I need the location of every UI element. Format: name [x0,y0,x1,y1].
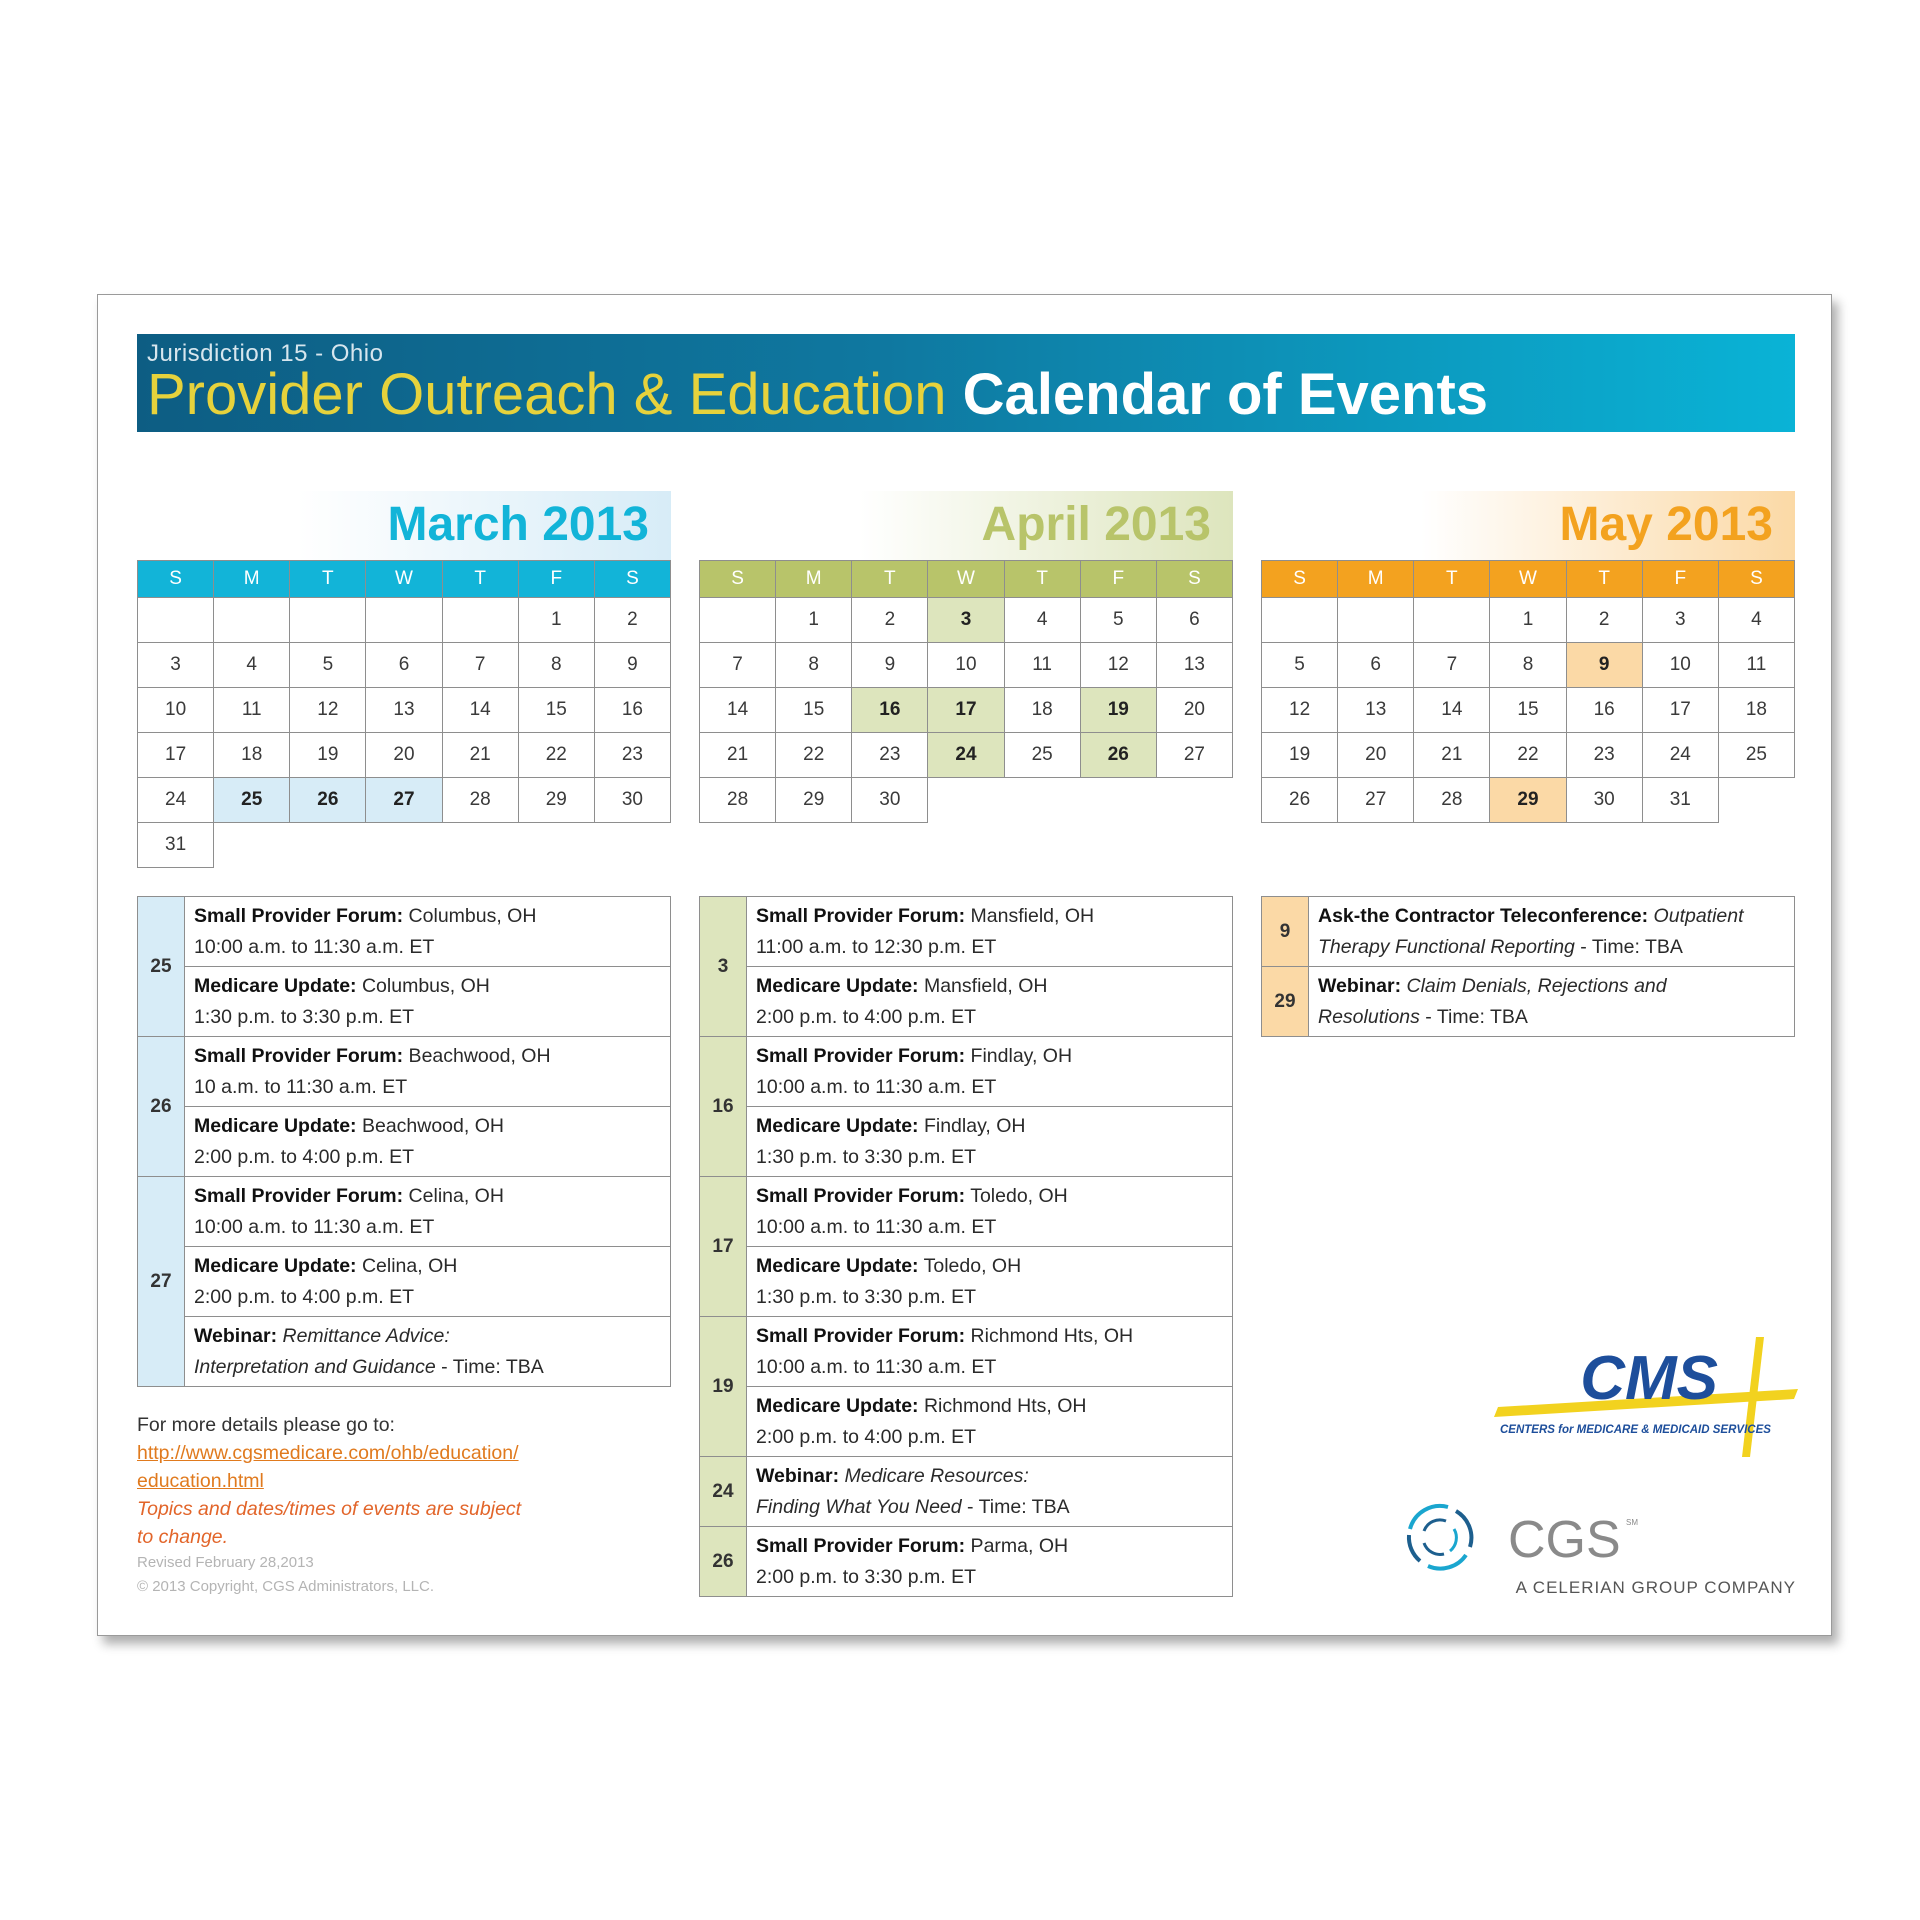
blank-day-cell [214,598,290,643]
event-detail: 1:30 p.m. to 3:30 p.m. ET [756,1146,977,1168]
day-cell: 14 [1414,688,1490,733]
event-detail: 10:00 a.m. to 11:30 a.m. ET [756,1076,997,1098]
day-cell: 16 [1566,688,1642,733]
week-row [1262,598,1795,643]
url-line-1: http://www.cgsmedicare.com/ohb/education/ [137,1442,519,1464]
month-title: April 2013 [699,491,1233,560]
event-description [747,1177,1233,1247]
week-row [138,733,671,778]
event-detail: 1:30 p.m. to 3:30 p.m. ET [194,1006,415,1028]
event-description [1309,897,1795,967]
cgs-logo [1398,1495,1798,1605]
schedule-day: 16 [700,1037,747,1177]
day-cell: 7 [700,643,776,688]
day-cell: 22 [1490,733,1566,778]
event-description [747,1107,1233,1177]
blank-day-cell [700,598,776,643]
day-cell: 14 [700,688,776,733]
schedule-may [1261,896,1795,1037]
event-type: Medicare Update: [756,1115,919,1137]
day-cell: 9 [594,643,670,688]
event-type: Medicare Update: [756,1395,919,1417]
week-row [700,688,1233,733]
day-cell: 1 [776,598,852,643]
cgs-service-mark: SM [1626,1518,1638,1527]
event-topic: Medicare Resources: [839,1465,1029,1487]
event-day-cell: 26 [290,778,366,823]
day-cell: 20 [366,733,442,778]
week-row [138,643,671,688]
schedule-row [138,1037,671,1107]
footer-notes [137,1411,607,1599]
event-detail: 2:00 p.m. to 4:00 p.m. ET [194,1146,415,1168]
day-cell: 11 [214,688,290,733]
event-type: Medicare Update: [756,975,919,997]
event-detail: Celina, OH [403,1185,504,1207]
day-cell: 21 [700,733,776,778]
day-cell: 24 [138,778,214,823]
week-row [700,733,1233,778]
weekday-header: W [928,561,1004,598]
schedule-row [700,1317,1233,1387]
event-type: Small Provider Forum: [756,1185,966,1207]
event-detail: 10:00 a.m. to 11:30 a.m. ET [194,936,435,958]
event-description [185,1247,671,1317]
cms-tagline: CENTERS for MEDICARE & MEDICAID SERVICES [1500,1424,1771,1436]
event-detail: 2:00 p.m. to 4:00 p.m. ET [194,1286,415,1308]
day-cell: 8 [776,643,852,688]
day-cell: 11 [1718,643,1794,688]
event-detail: Richmond Hts, OH [918,1395,1087,1417]
day-cell: 1 [1490,598,1566,643]
day-cell: 17 [138,733,214,778]
month-grid [699,560,1233,823]
day-cell: 20 [1156,688,1232,733]
schedule-row [700,1247,1233,1317]
event-detail: Mansfield, OH [918,975,1048,997]
schedule-row [138,1107,671,1177]
event-type: Webinar: [756,1465,840,1487]
day-cell: 6 [1156,598,1232,643]
day-cell: 13 [366,688,442,733]
schedule-row [138,967,671,1037]
day-cell: 7 [1414,643,1490,688]
weekday-header: T [852,561,928,598]
cgs-swirl-icon [1409,1506,1471,1569]
education-link[interactable] [137,1439,607,1495]
weekday-header: W [1490,561,1566,598]
schedule-row [700,967,1233,1037]
event-topic: Claim Denials, Rejections and [1401,975,1667,997]
schedule-row [700,1387,1233,1457]
month-title: May 2013 [1261,491,1795,560]
week-row [1262,688,1795,733]
event-detail: 2:00 p.m. to 4:00 p.m. ET [756,1006,977,1028]
day-cell: 21 [1414,733,1490,778]
day-cell: 22 [518,733,594,778]
page-title [147,362,1489,427]
event-description [747,1037,1233,1107]
day-cell: 31 [1642,778,1718,823]
event-detail: Toledo, OH [965,1185,1068,1207]
event-day-cell: 25 [214,778,290,823]
day-cell: 15 [1490,688,1566,733]
event-detail: Findlay, OH [965,1045,1073,1067]
week-row [1262,778,1795,823]
event-description [747,1527,1233,1597]
day-cell: 14 [442,688,518,733]
cms-wordmark: CMS [1580,1344,1718,1413]
weekday-header: S [594,561,670,598]
schedule-day: 17 [700,1177,747,1317]
schedule-day: 19 [700,1317,747,1457]
event-type: Ask-the Contractor Teleconference: [1318,905,1649,927]
event-topic: Remittance Advice: [277,1325,450,1347]
event-type: Small Provider Forum: [756,1325,966,1347]
event-topic: Interpretation and Guidance [194,1356,436,1378]
weekday-header: S [700,561,776,598]
title-calendar-of-events: Calendar of Events [962,362,1489,427]
day-cell: 19 [1262,733,1338,778]
day-cell: 23 [594,733,670,778]
week-row [138,598,671,643]
calendar-sheet [97,294,1832,1636]
event-detail: 10:00 a.m. to 11:30 a.m. ET [194,1216,435,1238]
note-line-1: Topics and dates/times of events are subject [137,1498,522,1520]
schedule-row [138,1177,671,1247]
schedule-day: 27 [138,1177,185,1387]
event-detail: 10 a.m. to 11:30 a.m. ET [194,1076,408,1098]
weekday-header: M [1338,561,1414,598]
cgs-tagline: A CELERIAN GROUP COMPANY [1515,1578,1796,1597]
schedule-row [700,897,1233,967]
weekday-header: W [366,561,442,598]
header-banner [137,334,1795,432]
day-cell: 23 [852,733,928,778]
event-detail: 2:00 p.m. to 4:00 p.m. ET [756,1426,977,1448]
week-row [700,643,1233,688]
day-cell: 13 [1156,643,1232,688]
day-cell: 4 [1718,598,1794,643]
week-row [138,823,671,868]
weekday-header: S [138,561,214,598]
event-type: Small Provider Forum: [194,1045,404,1067]
cgs-wordmark: CGS [1508,1511,1621,1569]
event-type: Small Provider Forum: [756,905,966,927]
day-cell: 16 [594,688,670,733]
event-description [185,1317,671,1387]
event-detail: 11:00 a.m. to 12:30 p.m. ET [756,936,997,958]
day-cell: 6 [366,643,442,688]
day-cell: 30 [1566,778,1642,823]
blank-day-cell [442,598,518,643]
event-type: Medicare Update: [194,975,357,997]
weekday-header: M [214,561,290,598]
schedule-row [138,1317,671,1387]
empty-cell [594,823,670,868]
event-detail: Columbus, OH [356,975,490,997]
details-label: For more details please go to: [137,1414,395,1436]
day-cell: 10 [928,643,1004,688]
event-description [747,1247,1233,1317]
title-provider-outreach: Provider Outreach & Education [147,362,947,427]
weekday-header: F [1080,561,1156,598]
event-detail: Celina, OH [356,1255,458,1277]
day-cell: 20 [1338,733,1414,778]
day-cell: 2 [594,598,670,643]
event-detail: - Time: TBA [961,1496,1070,1518]
day-cell: 18 [1718,688,1794,733]
empty-cell [1080,778,1156,823]
day-cell: 2 [1566,598,1642,643]
event-topic: Outpatient [1648,905,1744,927]
event-topic: Resolutions [1318,1006,1420,1028]
event-type: Webinar: [1318,975,1402,997]
schedule-day: 29 [1262,967,1309,1037]
cms-logo [1468,1337,1798,1457]
day-cell: 4 [214,643,290,688]
schedule-row [1262,967,1795,1037]
day-cell: 15 [518,688,594,733]
schedule-row [138,1247,671,1317]
event-day-cell: 26 [1080,733,1156,778]
event-detail: Mansfield, OH [965,905,1095,927]
month-grid [1261,560,1795,823]
day-cell: 6 [1338,643,1414,688]
empty-cell [1718,778,1794,823]
weekday-header: M [776,561,852,598]
weekday-header: F [518,561,594,598]
day-cell: 25 [1004,733,1080,778]
weekday-header: T [1004,561,1080,598]
change-notice [137,1495,607,1551]
day-cell: 13 [1338,688,1414,733]
day-cell: 11 [1004,643,1080,688]
empty-cell [442,823,518,868]
month-grid [137,560,671,868]
schedule-day: 3 [700,897,747,1037]
weekday-header: S [1262,561,1338,598]
day-cell: 25 [1718,733,1794,778]
schedule-row [138,897,671,967]
day-cell: 28 [442,778,518,823]
event-topic: Therapy Functional Reporting [1318,936,1575,958]
weekday-header: T [442,561,518,598]
event-type: Medicare Update: [756,1255,919,1277]
jurisdiction-label: Jurisdiction 15 - Ohio [147,340,384,367]
event-detail: Findlay, OH [918,1115,1026,1137]
event-day-cell: 9 [1566,643,1642,688]
day-cell: 18 [1004,688,1080,733]
weekday-header: T [1414,561,1490,598]
day-cell: 8 [518,643,594,688]
day-cell: 27 [1338,778,1414,823]
blank-day-cell [138,598,214,643]
event-day-cell: 17 [928,688,1004,733]
blank-day-cell [1262,598,1338,643]
schedule-row [700,1457,1233,1527]
day-cell: 27 [1156,733,1232,778]
blank-day-cell [366,598,442,643]
week-row [700,778,1233,823]
event-type: Small Provider Forum: [756,1535,966,1557]
day-cell: 24 [1642,733,1718,778]
revised-date: Revised February 28,2013 [137,1554,314,1571]
event-description [185,967,671,1037]
event-day-cell: 3 [928,598,1004,643]
event-detail: - Time: TBA [1419,1006,1528,1028]
empty-cell [214,823,290,868]
blank-day-cell [1338,598,1414,643]
schedule-row [700,1107,1233,1177]
event-description [747,967,1233,1037]
event-description [747,897,1233,967]
empty-cell [290,823,366,868]
event-description [747,1317,1233,1387]
day-cell: 22 [776,733,852,778]
day-cell: 5 [1080,598,1156,643]
event-type: Small Provider Forum: [194,1185,404,1207]
day-cell: 28 [700,778,776,823]
event-day-cell: 16 [852,688,928,733]
event-type: Webinar: [194,1325,278,1347]
day-cell: 12 [1262,688,1338,733]
day-cell: 29 [518,778,594,823]
day-cell: 1 [518,598,594,643]
schedule-day: 24 [700,1457,747,1527]
event-detail: Richmond Hts, OH [965,1325,1134,1347]
event-type: Medicare Update: [194,1115,357,1137]
week-row [138,688,671,733]
schedule-march [137,896,671,1387]
empty-cell [1004,778,1080,823]
event-detail: Beachwood, OH [356,1115,504,1137]
day-cell: 30 [594,778,670,823]
copyright: © 2013 Copyright, CGS Administrators, LLC. [137,1578,435,1595]
event-detail: 2:00 p.m. to 3:30 p.m. ET [756,1566,977,1588]
url-line-2: education.html [137,1470,264,1492]
day-cell: 12 [290,688,366,733]
event-description [185,1037,671,1107]
schedule-april [699,896,1233,1597]
event-detail: Toledo, OH [918,1255,1022,1277]
day-cell: 10 [1642,643,1718,688]
weekday-header: T [1566,561,1642,598]
empty-cell [928,778,1004,823]
event-type: Small Provider Forum: [756,1045,966,1067]
event-description [747,1387,1233,1457]
event-detail: Parma, OH [965,1535,1069,1557]
day-cell: 4 [1004,598,1080,643]
day-cell: 12 [1080,643,1156,688]
day-cell: 21 [442,733,518,778]
week-row [700,598,1233,643]
event-topic: Finding What You Need [756,1496,962,1518]
day-cell: 8 [1490,643,1566,688]
day-cell: 26 [1262,778,1338,823]
day-cell: 23 [1566,733,1642,778]
schedule-row [700,1177,1233,1247]
event-day-cell: 24 [928,733,1004,778]
day-cell: 30 [852,778,928,823]
schedule-row [700,1527,1233,1597]
calendar-march [137,491,671,868]
day-cell: 3 [138,643,214,688]
event-detail: - Time: TBA [435,1356,544,1378]
empty-cell [1156,778,1232,823]
schedule-row [700,1037,1233,1107]
schedule-day: 26 [700,1527,747,1597]
day-cell: 29 [776,778,852,823]
weekday-header: F [1642,561,1718,598]
calendar-may [1261,491,1795,823]
day-cell: 18 [214,733,290,778]
event-detail: 10:00 a.m. to 11:30 a.m. ET [756,1356,997,1378]
day-cell: 10 [138,688,214,733]
event-day-cell: 19 [1080,688,1156,733]
day-cell: 2 [852,598,928,643]
schedule-day: 26 [138,1037,185,1177]
event-day-cell: 27 [366,778,442,823]
event-description [1309,967,1795,1037]
note-line-2: to change. [137,1526,229,1548]
calendar-april [699,491,1233,823]
blank-day-cell [1414,598,1490,643]
weekday-header: T [290,561,366,598]
day-cell: 5 [1262,643,1338,688]
day-cell: 3 [1642,598,1718,643]
week-row [1262,643,1795,688]
day-cell: 17 [1642,688,1718,733]
event-description [185,897,671,967]
schedule-day: 25 [138,897,185,1037]
event-description [747,1457,1233,1527]
event-detail: 10:00 a.m. to 11:30 a.m. ET [756,1216,997,1238]
day-cell: 31 [138,823,214,868]
day-cell: 19 [290,733,366,778]
day-cell: 7 [442,643,518,688]
weekday-header: S [1156,561,1232,598]
day-cell: 5 [290,643,366,688]
event-description [185,1177,671,1247]
event-detail: - Time: TBA [1574,936,1683,958]
empty-cell [366,823,442,868]
day-cell: 28 [1414,778,1490,823]
event-type: Small Provider Forum: [194,905,404,927]
event-detail: Columbus, OH [403,905,537,927]
empty-cell [518,823,594,868]
weekday-header: S [1718,561,1794,598]
event-description [185,1107,671,1177]
schedule-day: 9 [1262,897,1309,967]
event-detail: Beachwood, OH [403,1045,551,1067]
event-type: Medicare Update: [194,1255,357,1277]
week-row [1262,733,1795,778]
day-cell: 15 [776,688,852,733]
month-title: March 2013 [137,491,671,560]
event-detail: 1:30 p.m. to 3:30 p.m. ET [756,1286,977,1308]
day-cell: 9 [852,643,928,688]
event-day-cell: 29 [1490,778,1566,823]
week-row [138,778,671,823]
blank-day-cell [290,598,366,643]
schedule-row [1262,897,1795,967]
